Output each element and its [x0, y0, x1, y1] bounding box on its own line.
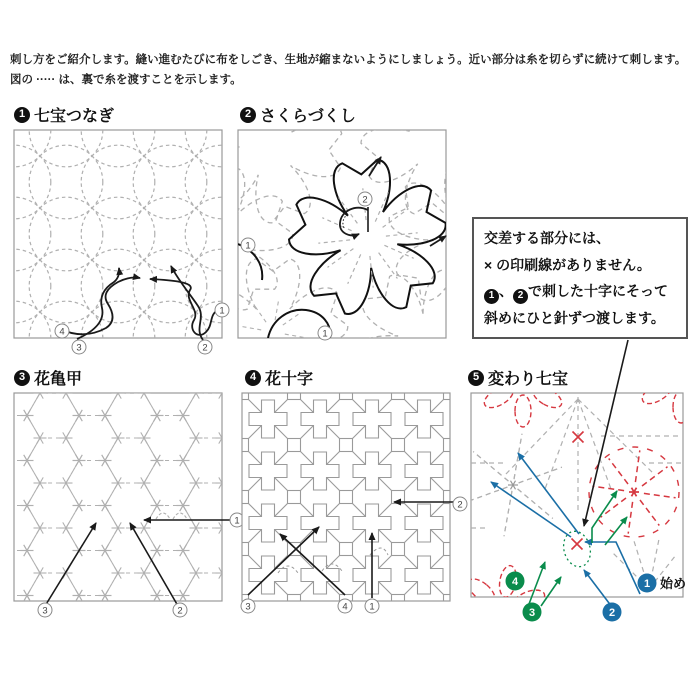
- svg-text:始め: 始め: [660, 576, 687, 591]
- svg-text:1: 1: [234, 515, 240, 527]
- step-number-label: [358, 192, 372, 206]
- callout-lines: [484, 225, 686, 331]
- step-number-label: [38, 603, 52, 617]
- step-number-label: [198, 340, 212, 354]
- step-number-label: [215, 303, 229, 317]
- hana-juji-diagram: [240, 391, 476, 631]
- svg-text:2: 2: [362, 194, 368, 206]
- svg-text:1: 1: [643, 578, 651, 590]
- step-number-label: [318, 326, 332, 340]
- svg-text:1: 1: [219, 305, 225, 317]
- svg-text:3: 3: [245, 601, 251, 613]
- pattern-title-text: 七宝つなぎ: [34, 108, 115, 125]
- step-number-label: [55, 324, 69, 338]
- title-hana-juji: [245, 366, 313, 389]
- intro-text: [10, 50, 694, 90]
- svg-text:4: 4: [511, 576, 519, 588]
- step-number-label: [338, 599, 352, 613]
- svg-text:2: 2: [177, 605, 183, 617]
- callout-line: × の印刷線がありません。: [484, 256, 651, 273]
- step-number-label: [241, 599, 255, 613]
- pattern-number-badge: 4: [245, 370, 261, 386]
- svg-text:1: 1: [322, 328, 328, 340]
- pattern-title-text: さくらづくし: [260, 108, 356, 125]
- stitch-order-badge: [638, 574, 687, 593]
- pattern-number-badge: 5: [468, 370, 484, 386]
- svg-text:4: 4: [59, 326, 65, 338]
- step-number-label: [365, 599, 379, 613]
- svg-text:3: 3: [528, 607, 536, 619]
- svg-text:2: 2: [457, 499, 463, 511]
- callout-line: 斜めにひと針ずつ渡します。: [484, 309, 665, 326]
- pattern-number-badge: 1: [14, 107, 30, 123]
- inline-number-badge: 1: [484, 289, 499, 304]
- callout-line: 交差する部分には、: [484, 230, 610, 246]
- title-shippo-tsunagi: [14, 103, 114, 126]
- title-kawari-shippo: [468, 366, 568, 389]
- pattern-title-text: 花十字: [265, 371, 314, 388]
- svg-text:1: 1: [245, 240, 251, 252]
- pattern-title-text: 変わり七宝: [488, 371, 569, 388]
- pattern-number-badge: 3: [14, 370, 30, 386]
- svg-text:2: 2: [202, 342, 208, 354]
- inline-number-badge: 2: [513, 289, 528, 304]
- stitch-order-badge: [603, 603, 622, 622]
- intro-line-2: 図の ····· は、裏で糸を渡すことを示します。: [10, 74, 242, 86]
- stitch-order-badge: [523, 603, 542, 622]
- step-number-label: [241, 238, 255, 252]
- intro-line-1: 刺し方をご紹介します。縫い進むたびに布をしごき、生地が縮まないようにしましょう。近い部分は糸を切らずに続けて刺します。: [10, 54, 687, 66]
- callout-line: 1 、 2 で刺した十字にそって: [484, 278, 686, 305]
- stitch-order-badge: [506, 572, 525, 591]
- step-number-label: [453, 497, 467, 511]
- step-number-label: [173, 603, 187, 617]
- title-sakura-zukushi: [240, 103, 356, 126]
- svg-text:4: 4: [342, 601, 348, 613]
- title-hana-kikko: [14, 366, 82, 389]
- sakura-zukushi-diagram: [236, 128, 472, 368]
- pattern-number-badge: 2: [240, 107, 256, 123]
- svg-text:2: 2: [608, 607, 616, 619]
- step-number-label: [72, 340, 86, 354]
- callout-note: [472, 217, 688, 339]
- svg-text:1: 1: [369, 601, 375, 613]
- svg-text:3: 3: [76, 342, 82, 354]
- svg-text:3: 3: [42, 605, 48, 617]
- shippo-tsunagi-diagram: [12, 128, 251, 368]
- kawari-shippo-diagram: [469, 391, 700, 631]
- pattern-title-text: 花亀甲: [34, 371, 83, 388]
- hana-kikko-diagram: [12, 391, 251, 631]
